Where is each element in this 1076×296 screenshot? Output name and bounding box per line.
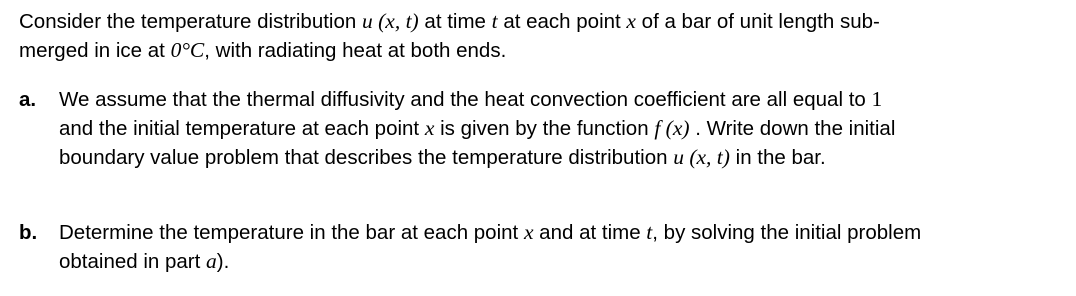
math-f-of-x: f (x) (654, 116, 690, 140)
part-a-line-3 (59, 143, 1059, 172)
math-t: t (646, 220, 653, 244)
intro-text: , with radiating heat at both ends. (204, 39, 507, 62)
part-a-body (59, 85, 1059, 172)
part-a-text: . Write down the initial (689, 117, 896, 140)
math-x: x (626, 9, 636, 33)
math-temperature: 0°C (170, 38, 205, 62)
math-u-of-x-t: u (x, t) (673, 145, 730, 169)
part-a-line-1 (59, 85, 1059, 114)
problem-intro (19, 7, 1059, 65)
part-b-marker: b. (19, 221, 38, 244)
part-b-text: obtained in part (59, 250, 207, 273)
math-args: (x, t) (372, 9, 419, 33)
part-b-text: , by solving the initial problem (652, 221, 922, 244)
intro-text: merged in ice at (19, 39, 171, 62)
intro-line-1 (19, 7, 1059, 36)
part-b-line-1 (59, 218, 1059, 247)
math-t: t (491, 9, 498, 33)
math-a: a (206, 249, 217, 273)
part-b (19, 218, 1059, 276)
part-a (19, 85, 1059, 172)
math-one: 1 (871, 87, 883, 111)
intro-text: at each point (497, 10, 627, 33)
part-a-text: We assume that the thermal diffusivity and the heat convection coefficient are all equal to (59, 88, 872, 111)
part-b-line-2 (59, 247, 1059, 276)
part-a-line-2 (59, 114, 1059, 143)
part-a-marker: a. (19, 88, 37, 111)
part-a-text: in the bar. (729, 146, 826, 169)
math-x: x (523, 220, 534, 244)
part-a-text: and the initial temperature at each point (59, 117, 425, 140)
math-x: x (424, 116, 435, 140)
math-u: u (362, 9, 373, 33)
part-b-text: and at time (533, 221, 647, 244)
intro-text: of a bar of unit length sub- (635, 10, 880, 33)
part-a-text: boundary value problem that describes the temperature distribution (59, 146, 674, 169)
intro-text: at time (418, 10, 492, 33)
part-b-body (59, 218, 1059, 276)
part-a-text: is given by the function (434, 117, 655, 140)
intro-text: Consider the temperature distribution (19, 10, 362, 33)
part-b-text: ). (216, 250, 230, 273)
part-b-text: Determine the temperature in the bar at each point (59, 221, 524, 244)
intro-line-2 (19, 36, 1059, 65)
